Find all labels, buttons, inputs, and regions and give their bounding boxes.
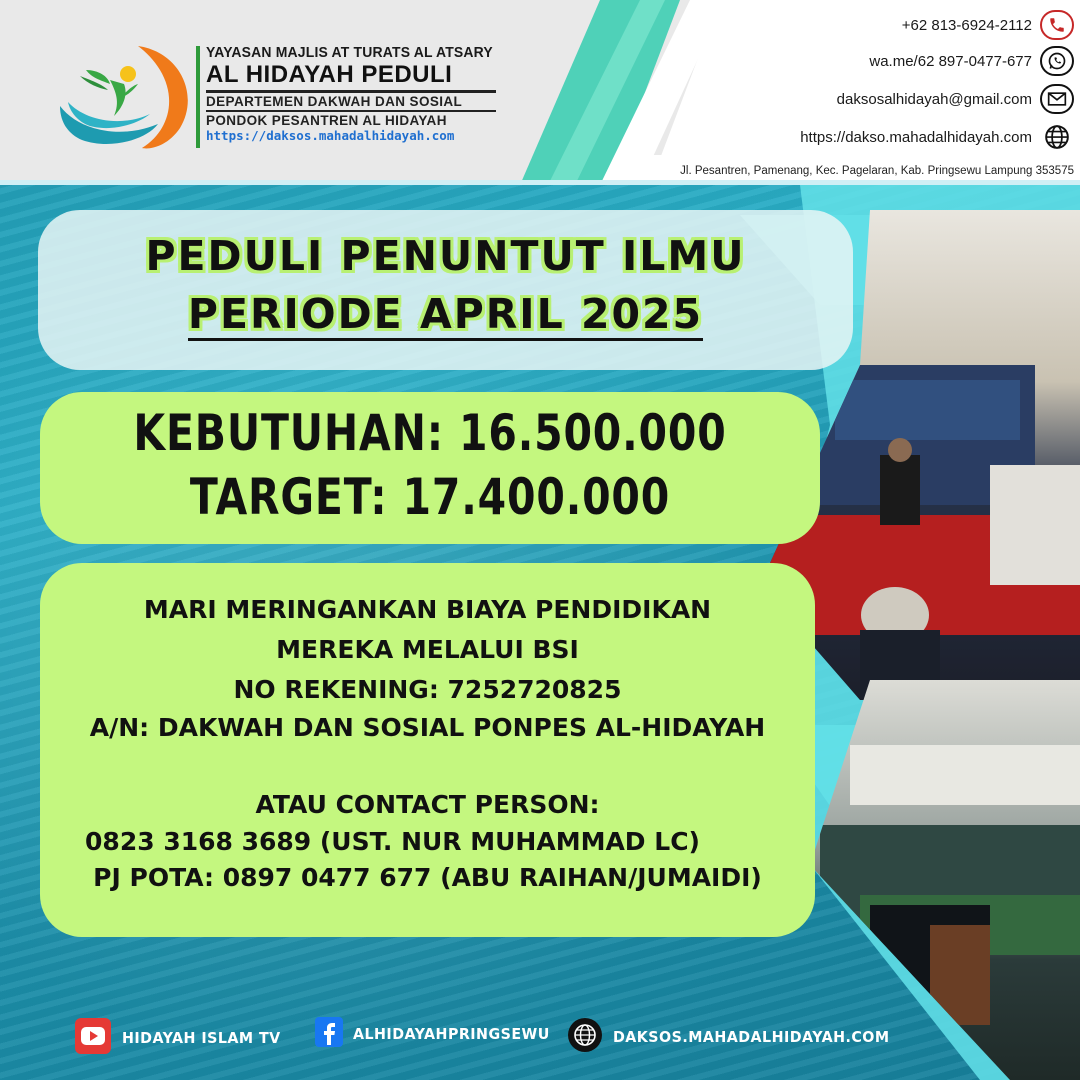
contact-website[interactable] xyxy=(800,122,1074,152)
whatsapp-icon xyxy=(1040,46,1074,76)
phone-icon xyxy=(1040,10,1074,40)
facebook-icon xyxy=(315,1017,343,1051)
funding-target: TARGET: 17.400.000 xyxy=(189,468,671,526)
header xyxy=(0,0,1080,185)
globe-icon xyxy=(567,1017,603,1057)
contact-email-text: daksosalhidayah@gmail.com xyxy=(836,90,1032,108)
logo-divider xyxy=(196,46,200,148)
info-line: MARI MERINGANKAN BIAYA PENDIDIKAN xyxy=(143,595,712,624)
contact-phone-text: +62 813-6924-2112 xyxy=(901,16,1032,34)
contact-email[interactable] xyxy=(837,84,1074,114)
organization-block xyxy=(206,44,506,143)
title-box xyxy=(38,210,853,370)
department-name: DEPARTEMEN DAKWAH DAN SOSIAL xyxy=(206,94,463,109)
website-link: DAKSOS.MAHADALHIDAYAH.COM xyxy=(613,1028,890,1046)
org-rule xyxy=(206,110,496,112)
campaign-period-text: PERIODE APRIL 2025 xyxy=(188,290,703,341)
contact-person-1: 0823 3168 3689 (UST. NUR MUHAMMAD LC) xyxy=(85,827,700,856)
campaign-title: PEDULI PENUNTUT ILMU xyxy=(145,232,746,280)
youtube-icon xyxy=(74,1017,112,1059)
globe-icon xyxy=(1040,122,1074,152)
donation-info-box xyxy=(40,563,815,937)
contact-person-2: PJ POTA: 0897 0477 677 (ABU RAIHAN/JUMAIDI) xyxy=(93,863,762,892)
account-holder: A/N: DAKWAH DAN SOSIAL PONPES AL-HIDAYAH xyxy=(89,713,766,742)
org-rule xyxy=(206,90,496,93)
contact-whatsapp[interactable] xyxy=(869,46,1074,76)
organization-website[interactable]: https://daksos.mahadalhidayah.com xyxy=(206,128,455,143)
al-hidayah-logo xyxy=(50,40,195,152)
contact-phone[interactable] xyxy=(902,10,1074,40)
footer-facebook[interactable] xyxy=(315,1017,567,1051)
youtube-channel: HIDAYAH ISLAM TV xyxy=(122,1029,281,1047)
funding-need: KEBUTUHAN: 16.500.000 xyxy=(133,404,727,462)
email-icon xyxy=(1040,84,1074,114)
info-line: MEREKA MELALUI BSI xyxy=(276,635,579,664)
bank-account-number: NO REKENING: 7252720825 xyxy=(233,675,622,704)
school-name: PONDOK PESANTREN AL HIDAYAH xyxy=(206,113,447,128)
facebook-page: ALHIDAYAHPRINGSEWU xyxy=(353,1025,550,1043)
footer-youtube[interactable] xyxy=(74,1017,294,1059)
foundation-name: YAYASAN MAJLIS AT TURATS AL ATSARY xyxy=(206,44,493,61)
campaign-period xyxy=(38,290,853,338)
contact-whatsapp-text: wa.me/62 897-0477-677 xyxy=(869,52,1032,70)
organization-name: AL HIDAYAH PEDULI xyxy=(206,61,453,88)
contact-person-heading: ATAU CONTACT PERSON: xyxy=(255,790,600,819)
footer-website[interactable] xyxy=(567,1017,914,1057)
address: Jl. Pesantren, Pamenang, Kec. Pagelaran, Kab. Pringsewu Lampung 353575 xyxy=(680,165,1074,177)
funding-box xyxy=(40,392,820,544)
contact-website-text: https://dakso.mahadalhidayah.com xyxy=(800,128,1032,146)
